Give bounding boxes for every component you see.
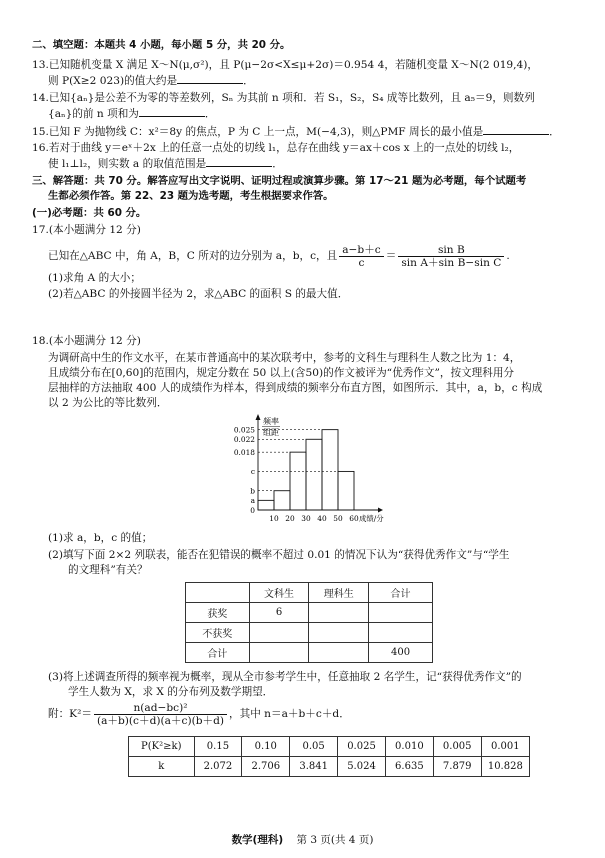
q18-part3-line2: 学生人数为 X，求 X 的分布列及数学期望． (68, 686, 274, 698)
q18-text-line1: 为调研高中生的作文水平，在某市普通高中的某次联考中，参考的文科生与理科生人数之比为 1：4， (48, 352, 521, 364)
y-tick-label: a (250, 496, 255, 506)
contingency-cell: 合计 (186, 643, 250, 663)
contingency-cell[interactable] (309, 643, 369, 663)
contingency-cell[interactable] (249, 643, 309, 663)
y-axis-label-top: 频率 (263, 417, 279, 426)
q16-answer-blank[interactable] (206, 156, 272, 167)
k2-formula: 附：K²＝ $\frac{\text{n(ad−bc)²}}{(a+b)(c+d)(a+c)(b+d)}$ ，其中 n＝a＋b＋c＋d． (48, 701, 350, 727)
section3-sub1: (一)必考题：共 60 分。 (32, 207, 147, 219)
k-table-row (129, 737, 530, 757)
y-tick-label: 0.022 (233, 435, 255, 445)
y-tick-label: b (250, 486, 255, 496)
y-axis-label-bottom: 组距 (263, 428, 279, 437)
histogram-bar (274, 491, 290, 510)
q17-fraction-left: $\frac{a-b+c}{c}$ (339, 244, 384, 269)
origin-label: 0 (250, 506, 255, 515)
k-table-cell: 2.706 (242, 757, 290, 777)
k-table-cell: 0.001 (481, 737, 529, 757)
q17-part2: (2)若△ABC 的外接圆半径为 2，求△ABC 的面积 S 的最大值． (48, 288, 349, 300)
k-table-cell: 0.05 (290, 737, 338, 757)
q17-statement: 已知在△ABC 中，角 A，B，C 所对的边分别为 a，b，c，且 $\frac{a-b+c}{c}$ ＝ $\frac{\text{sin B}}{\text{sin A＋sin B−sin C}}$ . (48, 243, 510, 269)
k-table-cell: 6.635 (385, 757, 433, 777)
y-tick-label: 0.018 (233, 447, 255, 457)
contingency-table (185, 582, 433, 663)
q14-answer-blank[interactable] (139, 106, 205, 117)
section3-heading-line2: 生都必须作答。第 22、23 题为选考题，考生根据要求作答。 (48, 190, 334, 202)
k-table-cell: 0.025 (338, 737, 386, 757)
q18-text-line2: 且成绩分布在[0,60]的范围内，规定分数在 50 以上(含50)的作文被评为“优秀作文”，按文理科用分 (48, 367, 515, 379)
k-table-cell: 7.879 (433, 757, 481, 777)
q18-text-line3: 层抽样的方法抽取 400 人的成绩作为样本，得到成绩的频率分布直方图，如图所示．其中，a，b，c 构成 (48, 382, 543, 394)
footer-page: 第 3 页(共 4 页) (296, 834, 374, 846)
footer-subject: 数学(理科) (231, 834, 284, 846)
x-tick-label: 60 (349, 514, 359, 523)
histogram-bar (290, 452, 306, 510)
contingency-row (186, 623, 433, 643)
contingency-cell: 合计 (369, 583, 433, 603)
k-table-cell: 0.005 (433, 737, 481, 757)
x-tick-label: 30 (301, 514, 311, 523)
contingency-row (186, 583, 433, 603)
histogram-bar (322, 430, 338, 510)
x-axis-label: 成绩/分 (359, 514, 384, 523)
contingency-cell[interactable]: 400 (369, 643, 433, 663)
k-table-cell: P(K²≥k) (129, 737, 195, 757)
histogram-bar (258, 500, 274, 510)
q18-part3-line1: (3)将上述调查所得的频率视为概率，现从全市参考学生中，任意抽取 2 名学生，记“获得优秀作文”的 (48, 671, 522, 683)
contingency-cell[interactable] (249, 623, 309, 643)
frequency-histogram (220, 414, 390, 532)
contingency-row (186, 603, 433, 623)
contingency-cell: 文科生 (249, 583, 309, 603)
histogram-bar (338, 471, 354, 510)
x-tick-label: 40 (317, 514, 327, 523)
k-table-cell: 0.10 (242, 737, 290, 757)
page-footer (0, 832, 605, 847)
q13-line1: 13.已知随机变量 X 满足 X～N(μ,σ²)，且 P(μ−2σ<X≤μ+2σ)＝0.954 4，若随机变量 X～N(2 019,4)， (32, 59, 539, 71)
q15-line: 15.已知 F 为抛物线 C：x²＝8y 的焦点，P 为 C 上一点，M(−4,3)，则△PMF 周长的最小值是 ． (32, 126, 560, 138)
k-table-cell: 3.841 (290, 757, 338, 777)
k-table-cell: 0.010 (385, 737, 433, 757)
contingency-cell[interactable]: 6 (249, 603, 309, 623)
q17-fraction-right: $\frac{\text{sin B}}{\text{sin A＋sin B−sin C}}$ (398, 244, 504, 269)
y-axis-arrow-icon (256, 414, 261, 420)
contingency-cell: 理科生 (309, 583, 369, 603)
x-tick-label: 50 (333, 514, 343, 523)
k2-fraction: $\frac{\text{n(ad−bc)²}}{(a+b)(c+d)(a+c)(b+d)}$ (94, 702, 227, 727)
q18-title: 18.(本小题满分 12 分) (32, 335, 141, 347)
histogram-bar (306, 439, 322, 510)
k-table-cell: 10.828 (481, 757, 529, 777)
k-table-cell: 0.15 (194, 737, 242, 757)
section3-heading-line1: 三、解答题：共 70 分。解答应写出文字说明、证明过程或演算步骤。第 17～21 题为必考题，每个试题考 (32, 175, 527, 187)
contingency-cell[interactable] (309, 623, 369, 643)
x-tick-label: 10 (269, 514, 279, 523)
contingency-row (186, 643, 433, 663)
contingency-cell[interactable] (369, 603, 433, 623)
q18-part2-line2: 的文理科”有关？ (68, 564, 148, 576)
section2-heading: 二、填空题：本题共 4 小题，每小题 5 分，共 20 分。 (32, 39, 291, 51)
contingency-cell[interactable] (369, 623, 433, 643)
q15-answer-blank[interactable] (483, 124, 549, 135)
contingency-cell (186, 583, 250, 603)
q16-line2: 使 l₁⊥l₂，则实数 a 的取值范围是 ． (48, 158, 283, 170)
q16-line1: 16.若对于曲线 y＝eˣ＋2x 上的任意一点处的切线 l₁，总存在曲线 y＝ax＋cos x 上的一点处的切线 l₂， (32, 142, 520, 154)
k-table-row (129, 757, 530, 777)
y-tick-label: c (250, 467, 255, 477)
k-table-cell: k (129, 757, 195, 777)
q14-line2: {aₙ}的前 n 项和为 ． (48, 108, 216, 120)
k-table-cell: 2.072 (194, 757, 242, 777)
contingency-cell[interactable] (309, 603, 369, 623)
q14-line1: 14.已知{aₙ}是公差不为零的等差数列，Sₙ 为其前 n 项和．若 S₁，S₂，S₄ 成等比数列，且 a₅＝9，则数列 (32, 92, 535, 104)
contingency-cell: 不获奖 (186, 623, 250, 643)
q17-part1: (1)求角 A 的大小； (48, 272, 141, 284)
k-table-cell: 5.024 (338, 757, 386, 777)
q18-text-line4: 以 2 为公比的等比数列． (48, 397, 168, 409)
contingency-cell: 获奖 (186, 603, 250, 623)
k-critical-table (128, 736, 530, 777)
q13-answer-blank[interactable] (177, 73, 243, 84)
x-axis-arrow-icon (378, 508, 383, 513)
q17-title: 17.(本小题满分 12 分) (32, 224, 141, 236)
q18-part2-line1: (2)填写下面 2×2 列联表，能否在犯错误的概率不超过 0.01 的情况下认为“获得优秀作文”与“学生 (48, 549, 510, 561)
q18-part1: (1)求 a，b，c 的值； (48, 532, 153, 544)
q13-line2: 则 P(X≥2 023)的值大约是 ． (48, 75, 254, 87)
y-tick-label: 0.025 (233, 425, 255, 435)
x-tick-label: 20 (285, 514, 295, 523)
